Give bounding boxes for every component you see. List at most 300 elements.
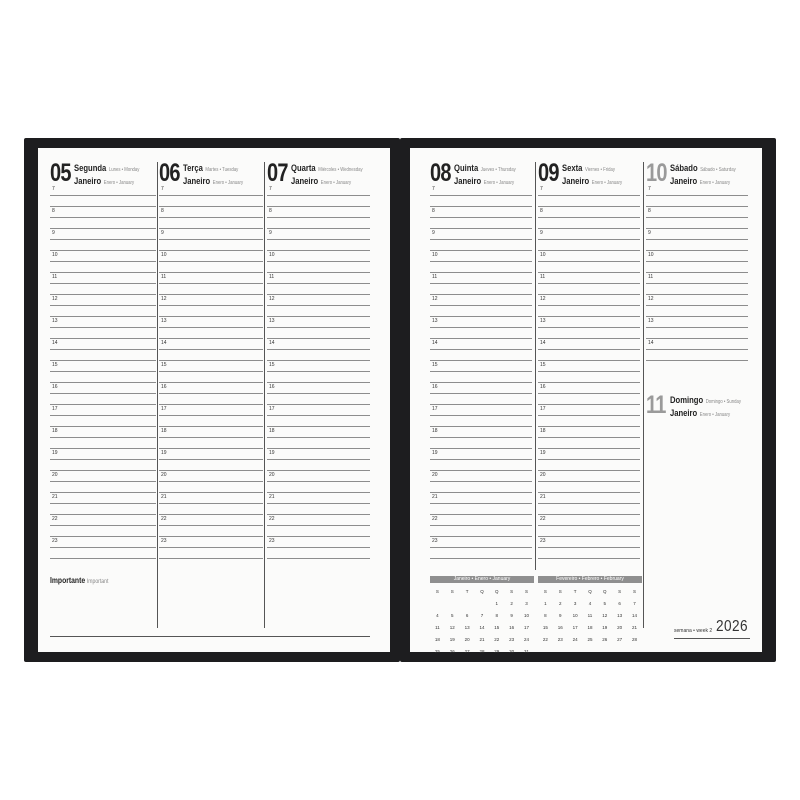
hour-slot[interactable] [430, 384, 532, 406]
hour-slot[interactable] [538, 494, 640, 516]
half-hour-rule [430, 228, 532, 229]
hour-rule [50, 195, 156, 196]
hour-slot[interactable] [50, 252, 156, 274]
left-page [38, 148, 390, 652]
hour-slot[interactable] [159, 450, 263, 472]
hour-label: 20 [52, 472, 58, 478]
calendar-date [475, 597, 490, 609]
calendar-date: 14 [479, 624, 485, 630]
day-number: 11 [646, 391, 666, 419]
hour-slot[interactable] [538, 318, 640, 340]
hour-slot[interactable] [159, 252, 263, 274]
half-hour-rule [267, 558, 370, 559]
hour-slot[interactable] [538, 406, 640, 428]
hour-slot[interactable] [50, 384, 156, 406]
hour-slot[interactable] [50, 472, 156, 494]
half-hour-rule [646, 228, 748, 229]
calendar-date: 1 [544, 600, 547, 606]
hour-label: 23 [52, 538, 58, 544]
calendar-date: 16 [509, 624, 515, 630]
hour-rule [159, 283, 263, 284]
hour-rule [430, 547, 532, 548]
week-row [430, 609, 534, 621]
hour-slot[interactable] [267, 296, 370, 318]
hour-slot[interactable] [538, 472, 640, 494]
hour-slot[interactable] [267, 318, 370, 340]
hour-label: 19 [432, 450, 438, 456]
half-hour-rule [538, 448, 640, 449]
half-hour-rule [430, 206, 532, 207]
hour-rule [267, 327, 370, 328]
calendar-date: 6 [465, 612, 469, 618]
half-hour-rule [267, 492, 370, 493]
hour-rule [538, 261, 640, 262]
hour-rule [538, 415, 640, 416]
half-hour-rule [50, 448, 156, 449]
weekday-initial: S [633, 588, 637, 594]
hour-label: 12 [161, 296, 167, 302]
hour-label: 16 [269, 384, 275, 390]
hour-rule [159, 547, 263, 548]
hour-slot[interactable] [267, 384, 370, 406]
hour-slot[interactable] [538, 230, 640, 252]
calendar-date: 18 [434, 636, 440, 642]
hour-slot[interactable] [159, 472, 263, 494]
half-hour-rule [159, 316, 263, 317]
hour-label: 15 [269, 362, 275, 368]
hour-slot[interactable] [267, 516, 370, 538]
hour-slot[interactable] [538, 296, 640, 318]
column-divider [264, 162, 265, 628]
hour-rule [538, 217, 640, 218]
hour-label: 14 [648, 340, 654, 346]
hour-slot[interactable] [646, 208, 748, 230]
hour-slot[interactable] [267, 340, 370, 362]
hour-rule [267, 283, 370, 284]
week-row [430, 645, 534, 657]
half-hour-rule [430, 404, 532, 405]
hour-slot[interactable] [159, 538, 263, 560]
half-hour-rule [267, 250, 370, 251]
hour-label: 17 [432, 406, 438, 412]
hour-rule [50, 371, 156, 372]
calendar-date: 11 [587, 612, 593, 618]
hour-slot[interactable] [538, 450, 640, 472]
hour-rule [267, 503, 370, 504]
calendar-date: 11 [435, 624, 440, 630]
half-hour-rule [430, 492, 532, 493]
hour-rule [50, 283, 156, 284]
month-name: Janeiro Enero • January [562, 176, 623, 186]
half-hour-rule [159, 404, 263, 405]
weekday-initial: S [435, 588, 439, 594]
hour-slot[interactable] [159, 406, 263, 428]
day-number: 05 [50, 159, 71, 187]
half-hour-rule [430, 558, 532, 559]
half-hour-rule [50, 514, 156, 515]
hour-rule [50, 525, 156, 526]
hour-label: 9 [161, 230, 164, 236]
hour-slot[interactable] [50, 450, 156, 472]
calendar-date [538, 645, 553, 657]
hour-slot[interactable] [538, 428, 640, 450]
half-hour-rule [159, 426, 263, 427]
hour-slot[interactable] [430, 208, 532, 230]
week-row [538, 633, 642, 645]
hour-slot[interactable] [267, 252, 370, 274]
hour-slot[interactable] [50, 340, 156, 362]
half-hour-rule [538, 382, 640, 383]
hour-rule [267, 195, 370, 196]
half-hour-rule [159, 338, 263, 339]
hour-label: 7 [432, 186, 435, 192]
hour-rule [50, 261, 156, 262]
hour-label: 12 [432, 296, 438, 302]
hour-label: 17 [52, 406, 58, 412]
hour-label: 9 [648, 230, 651, 236]
day-name: Sábado Sábado • Saturday [670, 163, 736, 173]
hour-slot[interactable] [50, 428, 156, 450]
half-hour-rule [267, 228, 370, 229]
hour-slot[interactable] [267, 362, 370, 384]
hour-rule [50, 547, 156, 548]
hour-rule [267, 305, 370, 306]
hour-slot[interactable] [430, 406, 532, 428]
calendar-date: 12 [449, 624, 455, 630]
hour-label: 19 [161, 450, 167, 456]
half-hour-rule [159, 536, 263, 537]
calendar-date: 17 [524, 624, 530, 630]
half-hour-rule [267, 536, 370, 537]
hour-slot[interactable] [159, 494, 263, 516]
hour-slot[interactable] [267, 406, 370, 428]
week-row [538, 597, 642, 609]
half-hour-rule [159, 250, 263, 251]
hour-label: 15 [52, 362, 58, 368]
hour-slot[interactable] [50, 362, 156, 384]
hour-slot[interactable] [430, 428, 532, 450]
hour-label: 21 [432, 494, 438, 500]
day-number: 08 [430, 159, 451, 187]
hour-rule [159, 503, 263, 504]
half-hour-rule [159, 228, 263, 229]
calendar-date: 21 [632, 624, 638, 630]
calendar-date [612, 645, 627, 657]
hour-label: 13 [432, 318, 438, 324]
hour-slot[interactable] [538, 516, 640, 538]
hour-rule [159, 195, 263, 196]
hour-slot[interactable] [430, 494, 532, 516]
hour-slot[interactable] [538, 384, 640, 406]
calendar-date: 24 [572, 636, 578, 642]
day-number: 09 [538, 159, 559, 187]
hour-label: 20 [432, 472, 438, 478]
hour-slot[interactable] [50, 230, 156, 252]
hour-slot[interactable] [538, 362, 640, 384]
calendar-date: 14 [632, 612, 638, 618]
hour-rule [159, 239, 263, 240]
hour-label: 19 [52, 450, 58, 456]
hour-slot[interactable] [267, 472, 370, 494]
important-notes-label: Importante Important [50, 576, 109, 585]
hour-slot[interactable] [50, 406, 156, 428]
calendar-date: 4 [436, 612, 439, 618]
hour-label: 17 [161, 406, 167, 412]
calendar-date: 16 [557, 624, 563, 630]
hour-slot[interactable] [159, 208, 263, 230]
hour-slot[interactable] [430, 362, 532, 384]
hour-rule [430, 239, 532, 240]
hour-rule [430, 437, 532, 438]
hour-slot[interactable] [159, 516, 263, 538]
hour-label: 10 [269, 252, 275, 258]
hour-slot[interactable] [267, 428, 370, 450]
hour-label: 7 [52, 186, 55, 192]
calendar-date: 13 [617, 612, 623, 618]
hour-label: 21 [161, 494, 167, 500]
hour-rule [159, 459, 263, 460]
hour-rule [50, 415, 156, 416]
half-hour-rule [267, 206, 370, 207]
hour-label: 18 [269, 428, 275, 434]
hour-label: 10 [52, 252, 58, 258]
hour-label: 7 [540, 186, 543, 192]
calendar-date: 22 [494, 636, 500, 642]
half-hour-rule [50, 404, 156, 405]
hour-label: 23 [269, 538, 275, 544]
hour-rule [267, 525, 370, 526]
half-hour-rule [430, 426, 532, 427]
calendar-date: 5 [603, 600, 607, 606]
calendar-date: 25 [587, 636, 593, 642]
hour-rule [50, 349, 156, 350]
hour-rule [538, 459, 640, 460]
weekday-initial: Q [495, 588, 499, 594]
hour-slot[interactable] [430, 230, 532, 252]
day-name: Terça Martes • Tuesday [183, 163, 239, 173]
hour-label: 18 [52, 428, 58, 434]
year-label: 2026 [716, 618, 748, 635]
hour-slot[interactable] [159, 318, 263, 340]
page-bottom-rule [674, 638, 750, 639]
hour-slot[interactable] [159, 428, 263, 450]
half-hour-rule [538, 338, 640, 339]
hour-rule [267, 239, 370, 240]
half-hour-rule [159, 206, 263, 207]
calendar-date [553, 645, 568, 657]
half-hour-rule [50, 426, 156, 427]
hour-slot[interactable] [538, 252, 640, 274]
week-row [538, 621, 642, 633]
calendar-date: 15 [494, 624, 500, 630]
hour-slot[interactable] [538, 186, 640, 208]
month-name: Janeiro Enero • January [670, 408, 731, 418]
half-hour-rule [538, 426, 640, 427]
hour-slot[interactable] [267, 208, 370, 230]
hour-label: 12 [540, 296, 546, 302]
calendar-date: 7 [480, 612, 484, 618]
hour-slot[interactable] [538, 208, 640, 230]
half-hour-rule [538, 470, 640, 471]
weekday-initial: Q [603, 588, 607, 594]
hour-slot[interactable] [50, 494, 156, 516]
hour-slot[interactable] [646, 340, 748, 362]
hour-slot[interactable] [50, 318, 156, 340]
weekday-initial: S [450, 588, 454, 594]
half-hour-rule [430, 536, 532, 537]
hour-rule [159, 327, 263, 328]
hour-rule [646, 349, 748, 350]
calendar-date [460, 597, 475, 609]
hour-slot[interactable] [538, 340, 640, 362]
calendar-date [568, 645, 583, 657]
hour-slot[interactable] [646, 230, 748, 252]
half-hour-rule [267, 404, 370, 405]
hour-slot[interactable] [50, 296, 156, 318]
hour-label: 22 [432, 516, 438, 522]
hour-rule [430, 393, 532, 394]
hour-slot[interactable] [430, 516, 532, 538]
half-hour-rule [646, 316, 748, 317]
calendar-date: 8 [495, 612, 499, 618]
hour-label: 16 [432, 384, 438, 390]
hour-label: 19 [540, 450, 546, 456]
hour-rule [538, 195, 640, 196]
calendar-date: 26 [602, 636, 608, 642]
half-hour-rule [159, 448, 263, 449]
calendar-date: 19 [602, 624, 608, 630]
hour-slot[interactable] [430, 274, 532, 296]
calendar-date: 2 [510, 600, 513, 606]
hour-rule [159, 437, 263, 438]
mini-calendar-title: Janeiro • Enero • January [430, 576, 534, 583]
hour-rule [538, 371, 640, 372]
half-hour-rule [50, 294, 156, 295]
half-hour-rule [430, 272, 532, 273]
hour-slot[interactable] [430, 252, 532, 274]
hour-slot[interactable] [430, 296, 532, 318]
half-hour-rule [538, 228, 640, 229]
hour-slot[interactable] [646, 318, 748, 340]
calendar-date: 4 [588, 600, 592, 606]
calendar-date: 20 [617, 624, 623, 630]
hour-slot[interactable] [50, 538, 156, 560]
hour-slot[interactable] [159, 186, 263, 208]
half-hour-rule [50, 382, 156, 383]
hour-label: 11 [540, 274, 546, 280]
hour-rule [430, 283, 532, 284]
weekday-initial: S [525, 588, 529, 594]
hour-label: 18 [540, 428, 546, 434]
hour-slot[interactable] [159, 274, 263, 296]
hour-rule [646, 217, 748, 218]
calendar-date: 20 [464, 636, 470, 642]
hour-label: 22 [540, 516, 546, 522]
hour-slot[interactable] [50, 208, 156, 230]
hour-rule [267, 217, 370, 218]
hour-label: 9 [540, 230, 543, 236]
hour-slot[interactable] [646, 296, 748, 318]
hour-slot[interactable] [430, 538, 532, 560]
weekday-initial: Q [588, 588, 592, 594]
mini-calendar-grid [538, 585, 642, 657]
half-hour-rule [538, 206, 640, 207]
hour-slot[interactable] [159, 230, 263, 252]
hour-label: 13 [648, 318, 654, 324]
hour-slot[interactable] [646, 186, 748, 208]
calendar-date: 7 [633, 600, 636, 606]
hour-label: 15 [432, 362, 438, 368]
hour-rule [430, 459, 532, 460]
hour-slot[interactable] [50, 516, 156, 538]
half-hour-rule [267, 470, 370, 471]
hour-slot[interactable] [50, 186, 156, 208]
hour-slot[interactable] [267, 186, 370, 208]
hour-slot[interactable] [430, 450, 532, 472]
hour-slot[interactable] [430, 318, 532, 340]
hour-slot[interactable] [538, 274, 640, 296]
hour-slot[interactable] [430, 186, 532, 208]
hour-slot[interactable] [159, 384, 263, 406]
hour-rule [430, 481, 532, 482]
hour-slot[interactable] [159, 340, 263, 362]
week-row [430, 621, 534, 633]
hour-rule [267, 481, 370, 482]
hour-slot[interactable] [430, 472, 532, 494]
hour-label: 14 [540, 340, 546, 346]
calendar-date: 6 [618, 600, 621, 606]
hour-slot[interactable] [267, 450, 370, 472]
hour-label: 8 [161, 208, 164, 214]
hour-slot[interactable] [267, 274, 370, 296]
hour-slot[interactable] [646, 252, 748, 274]
hour-slot[interactable] [267, 230, 370, 252]
hour-slot[interactable] [159, 362, 263, 384]
half-hour-rule [159, 558, 263, 559]
hour-label: 23 [161, 538, 167, 544]
hour-slot[interactable] [430, 340, 532, 362]
hour-label: 11 [648, 274, 654, 280]
hour-label: 22 [52, 516, 58, 522]
hour-slot[interactable] [159, 296, 263, 318]
half-hour-rule [538, 360, 640, 361]
calendar-date: 2 [559, 600, 562, 606]
calendar-date: 15 [542, 624, 548, 630]
calendar-date: 3 [573, 600, 577, 606]
hour-rule [50, 481, 156, 482]
mini-calendar-grid [430, 585, 534, 657]
half-hour-rule [538, 514, 640, 515]
hour-label: 11 [161, 274, 167, 280]
hour-label: 8 [540, 208, 543, 214]
hour-slot[interactable] [646, 274, 748, 296]
weekday-header-row [430, 585, 534, 597]
half-hour-rule [646, 272, 748, 273]
hour-slot[interactable] [50, 274, 156, 296]
hour-slot[interactable] [267, 538, 370, 560]
hour-rule [646, 195, 748, 196]
calendar-date [445, 597, 460, 609]
column-divider [535, 162, 536, 570]
hour-rule [159, 217, 263, 218]
half-hour-rule [50, 470, 156, 471]
half-hour-rule [538, 272, 640, 273]
week-label: semana • week 2 [674, 628, 713, 634]
hour-slot[interactable] [267, 494, 370, 516]
hour-slot[interactable] [538, 538, 640, 560]
hour-label: 13 [161, 318, 167, 324]
hour-rule [430, 503, 532, 504]
